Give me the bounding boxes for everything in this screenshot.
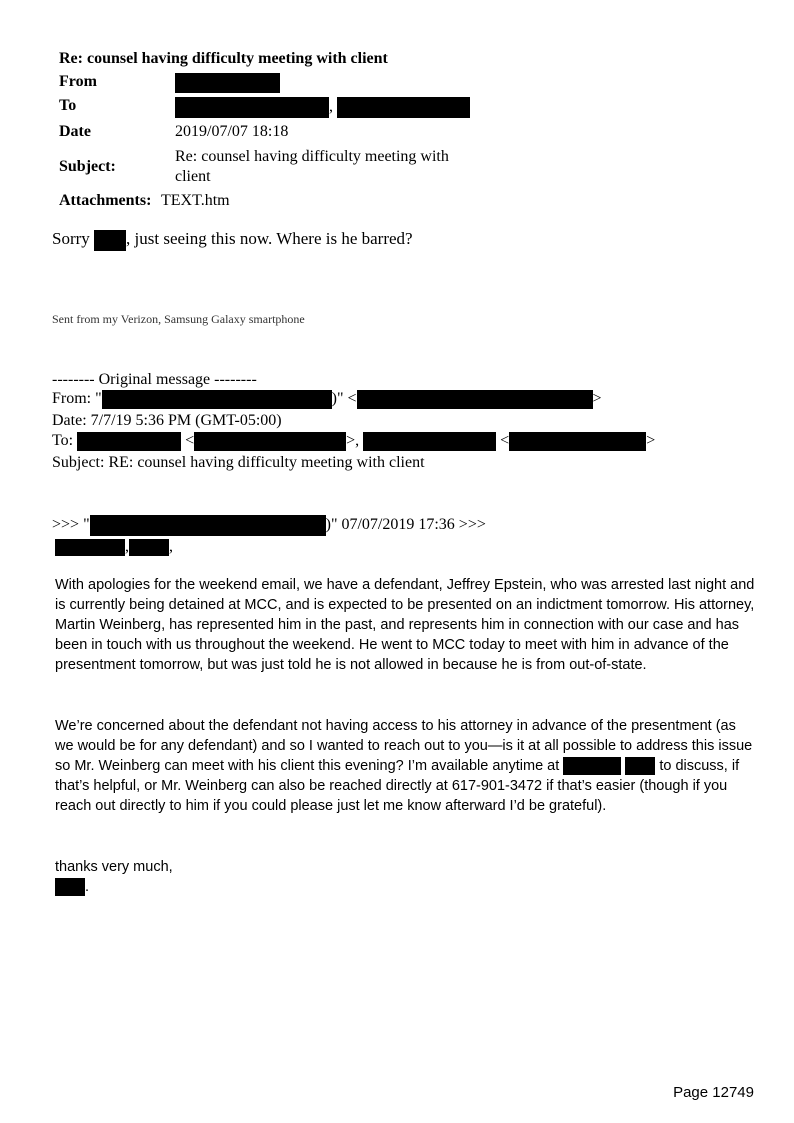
original-to-redaction-1: [77, 432, 181, 451]
forward-comma-1: ,: [125, 538, 129, 555]
attachment-link[interactable]: TEXT.htm: [161, 192, 230, 209]
reply-prefix: Sorry: [52, 229, 90, 248]
forward-recipients: [55, 538, 173, 556]
phone-redaction-2: [625, 757, 655, 775]
to-redaction-2: [337, 97, 470, 118]
original-to-redaction-2: [194, 432, 346, 451]
original-from-end: >: [592, 390, 602, 408]
date-label: Date: [59, 123, 91, 140]
subject-line-1: Re: counsel having difficulty meeting with: [175, 148, 449, 165]
to-label: To: [59, 97, 77, 114]
original-to-lt-1: <: [185, 432, 195, 450]
sender-name-redaction: [55, 878, 85, 896]
original-separator: -------- Original message --------: [52, 371, 257, 388]
body-paragraph-2: [55, 716, 755, 816]
original-to: [52, 432, 655, 451]
attachments-label: Attachments:: [59, 192, 152, 209]
forward-comma-2: ,: [169, 538, 173, 555]
from-label: From: [59, 73, 97, 90]
original-from: [52, 390, 602, 409]
forward-sender-redaction: [90, 515, 326, 536]
subject-label: Subject:: [59, 158, 116, 175]
original-to-redaction-3: [363, 432, 496, 451]
original-to-gt-comma: >,: [346, 432, 360, 450]
original-subject: Subject: RE: counsel having difficulty meeting with client: [52, 454, 425, 471]
date-value: 2019/07/07 18:18: [175, 123, 289, 140]
page-number: Page 12749: [673, 1084, 754, 1101]
from-redaction: [175, 73, 280, 93]
original-from-name-redaction: [102, 390, 332, 409]
original-date: Date: 7/7/19 5:36 PM (GMT-05:00): [52, 412, 282, 429]
body-paragraph-2-part-b: to discuss, if that’s helpful, or Mr. Weinberg can also be reached directly at 617-901-3472 if that’s easier (though if you reach out directly to him if you could please just let me know afterward I’d be grateful).: [55, 758, 740, 814]
reply-text: [52, 229, 413, 251]
original-to-lt-2: <: [500, 432, 510, 450]
to-separator: ,: [329, 98, 333, 116]
forward-recipient-redaction-1: [55, 539, 125, 556]
forward-header: [52, 515, 486, 536]
phone-redaction-1: [563, 757, 621, 775]
original-from-prefix: From: ": [52, 390, 102, 408]
reply-redaction: [94, 230, 126, 251]
to-redaction-1: [175, 97, 329, 118]
body-paragraph-2-part-a: We’re concerned about the defendant not having access to his attorney in advance of the presentment (as we would be for any defendant) and so I wanted to reach out to you—is it at all possible to address this issue so Mr. Weinberg can meet with his client this evening? I’m available anytime at: [55, 718, 753, 774]
closing: [55, 857, 755, 897]
body-paragraph-1: With apologies for the weekend email, we have a defendant, Jeffrey Epstein, who was arrested last night and is currently being detained at MCC, and is expected to be presented on an indictment tomorrow. His attorney, Martin Weinberg, has represented him in the past, and represents him in connection with our case and has been in touch with us throughout the weekend. He went to MCC today to meet with him in advance of the presentment tomorrow, but was just told he is not allowed in because he is from out-of-state.: [55, 577, 755, 673]
original-from-email-redaction: [357, 390, 593, 409]
forward-recipient-redaction-2: [129, 539, 169, 556]
forward-prefix: >>> ": [52, 516, 90, 534]
forward-suffix: )" 07/07/2019 17:36 >>>: [325, 516, 486, 534]
closing-period: .: [85, 879, 90, 895]
reply-body: , just seeing this now. Where is he barred?: [126, 229, 413, 248]
original-to-prefix: To:: [52, 432, 74, 450]
original-to-end: >: [646, 432, 656, 450]
mobile-signature: Sent from my Verizon, Samsung Galaxy smartphone: [52, 312, 305, 326]
original-from-mid: )" <: [331, 390, 357, 408]
original-to-redaction-4: [509, 432, 646, 451]
email-title: Re: counsel having difficulty meeting with client: [59, 50, 388, 67]
subject-line-2: client: [175, 168, 211, 185]
closing-text: thanks very much,: [55, 859, 173, 875]
